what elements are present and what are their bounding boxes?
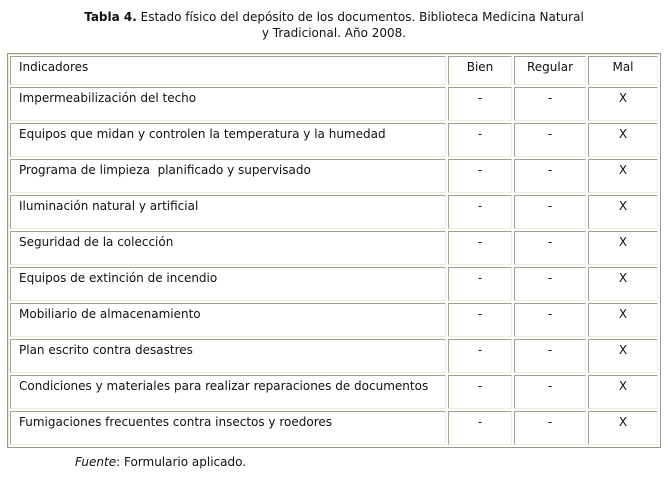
indicator-cell: Seguridad de la colección — [10, 231, 446, 265]
bien-cell: - — [448, 411, 512, 445]
table-row — [10, 159, 658, 193]
bien-cell: - — [448, 123, 512, 157]
table-row — [10, 339, 658, 373]
regular-cell: - — [514, 375, 586, 409]
header-bien: Bien — [448, 56, 512, 85]
table-caption — [0, 0, 668, 41]
mal-cell: X — [588, 195, 658, 229]
mal-cell: X — [588, 303, 658, 337]
bien-cell: - — [448, 375, 512, 409]
indicator-cell: Mobiliario de almacenamiento — [10, 303, 446, 337]
regular-cell: - — [514, 87, 586, 121]
regular-cell: - — [514, 195, 586, 229]
mal-cell: X — [588, 231, 658, 265]
indicator-cell: Fumigaciones frecuentes contra insectos y roedores — [10, 411, 446, 445]
regular-cell: - — [514, 339, 586, 373]
source-text: : Formulario aplicado. — [116, 455, 247, 469]
regular-cell: - — [514, 123, 586, 157]
table-row — [10, 87, 658, 121]
table-row — [10, 195, 658, 229]
bien-cell: - — [448, 303, 512, 337]
regular-cell: - — [514, 267, 586, 301]
regular-cell: - — [514, 303, 586, 337]
bien-cell: - — [448, 195, 512, 229]
bien-cell: - — [448, 159, 512, 193]
header-indicadores: Indicadores — [10, 56, 446, 85]
caption-line2: y Tradicional. Año 2008. — [261, 26, 407, 40]
mal-cell: X — [588, 339, 658, 373]
table-row — [10, 231, 658, 265]
source-note — [75, 455, 668, 470]
indicator-cell: Equipos de extinción de incendio — [10, 267, 446, 301]
table-row — [10, 375, 658, 409]
indicator-cell: Condiciones y materiales para realizar reparaciones de documentos — [10, 375, 446, 409]
table-row — [10, 411, 658, 445]
indicator-cell: Impermeabilización del techo — [10, 87, 446, 121]
table-row — [10, 123, 658, 157]
indicator-cell: Plan escrito contra desastres — [10, 339, 446, 373]
mal-cell: X — [588, 267, 658, 301]
bien-cell: - — [448, 231, 512, 265]
caption-label: Tabla 4. — [84, 10, 137, 24]
regular-cell: - — [514, 231, 586, 265]
header-row — [10, 56, 658, 85]
mal-cell: X — [588, 87, 658, 121]
mal-cell: X — [588, 375, 658, 409]
bien-cell: - — [448, 87, 512, 121]
header-mal: Mal — [588, 56, 658, 85]
indicator-cell: Equipos que midan y controlen la temperatura y la humedad — [10, 123, 446, 157]
mal-cell: X — [588, 123, 658, 157]
indicator-cell: Iluminación natural y artificial — [10, 195, 446, 229]
regular-cell: - — [514, 159, 586, 193]
table-row — [10, 303, 658, 337]
mal-cell: X — [588, 159, 658, 193]
caption-line1: Estado físico del depósito de los documentos. Biblioteca Medicina Natural — [140, 10, 584, 24]
source-prefix: Fuente — [75, 455, 117, 469]
header-regular: Regular — [514, 56, 586, 85]
physical-state-table — [7, 53, 661, 448]
table-row — [10, 267, 658, 301]
regular-cell: - — [514, 411, 586, 445]
bien-cell: - — [448, 267, 512, 301]
mal-cell: X — [588, 411, 658, 445]
indicator-cell: Programa de limpieza planificado y supervisado — [10, 159, 446, 193]
bien-cell: - — [448, 339, 512, 373]
